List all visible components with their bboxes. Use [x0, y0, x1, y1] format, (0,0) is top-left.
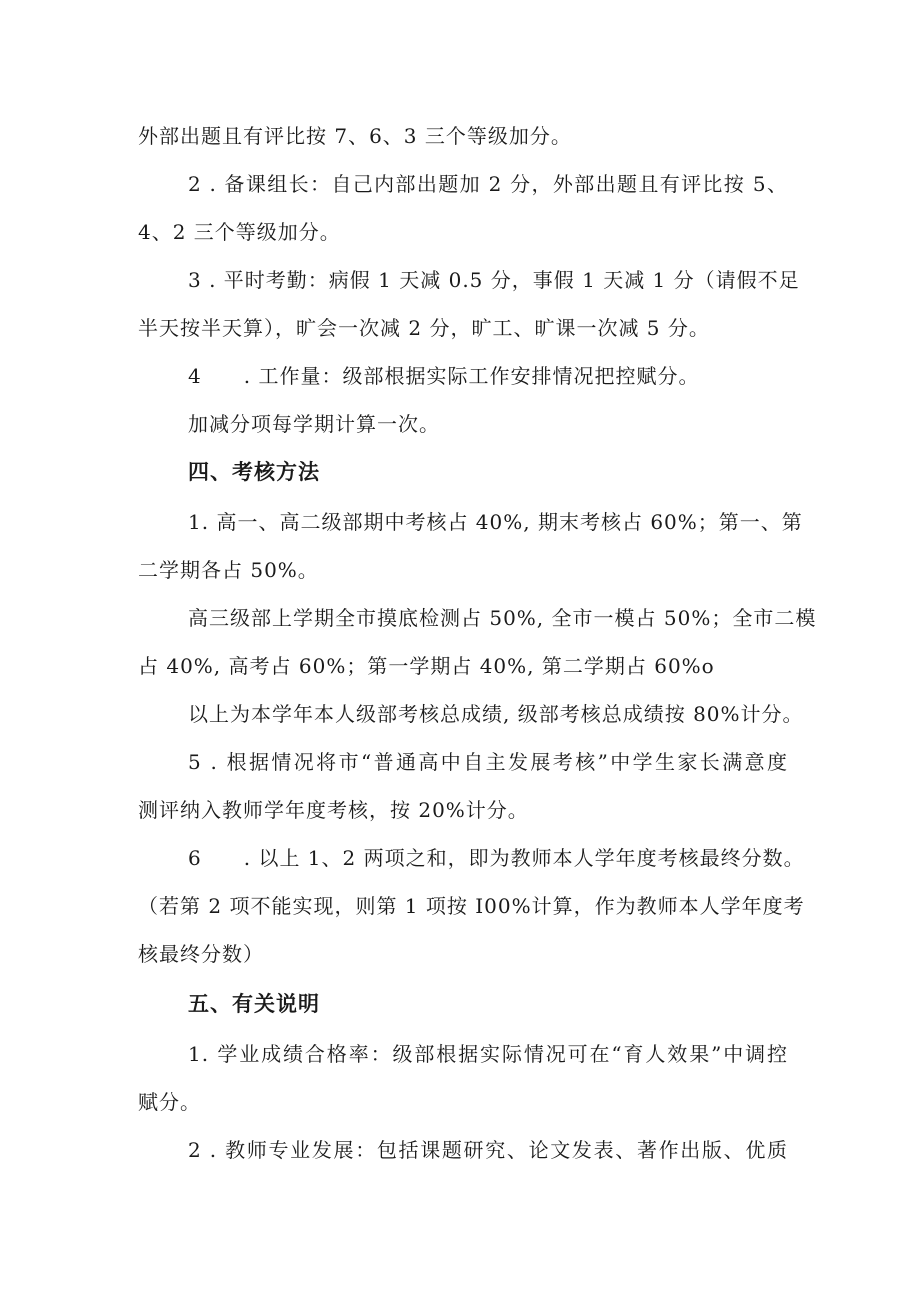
paragraph-line: （若第 2 项不能实现，则第 1 项按 I00%计算，作为教师本人学年度考 [138, 894, 805, 918]
paragraph-line: 3 . 平时考勤：病假 1 天减 0.5 分，事假 1 天减 1 分（请假不足 [188, 268, 800, 292]
paragraph-line: 1. 学业成绩合格率：级部根据实际情况可在“育人效果”中调控 [188, 1042, 788, 1066]
paragraph-line: 测评纳入教师学年度考核，按 20%计分。 [138, 798, 529, 822]
paragraph-line: 5 . 根据情况将市“普通高中自主发展考核”中学生家长满意度 [188, 750, 788, 774]
section-heading: 五、有关说明 [188, 992, 320, 1016]
paragraph-line: 占 40%, 高考占 60%；第一学期占 40%, 第二学期占 60%o [138, 654, 715, 678]
paragraph-line: 6 . 以上 1、2 两项之和，即为教师本人学年度考核最终分数。 [188, 846, 805, 870]
paragraph-line: 高三级部上学期全市摸底检测占 50%, 全市一模占 50%；全市二模 [188, 606, 817, 630]
paragraph-line: 核最终分数） [138, 942, 264, 966]
paragraph-line: 二学期各占 50%。 [138, 558, 319, 582]
paragraph-line: 2 . 教师专业发展：包括课题研究、论文发表、著作出版、优质 [188, 1138, 788, 1162]
paragraph-line: 以上为本学年本人级部考核总成绩, 级部考核总成绩按 80%计分。 [188, 702, 804, 726]
paragraph-line: 赋分。 [138, 1090, 201, 1114]
paragraph-line: 4 . 工作量：级部根据实际工作安排情况把控赋分。 [188, 364, 700, 388]
paragraph-line: 半天按半天算），旷会一次减 2 分，旷工、旷课一次减 5 分。 [138, 316, 710, 340]
paragraph-line: 4、2 三个等级加分。 [138, 220, 341, 244]
section-heading: 四、考核方法 [188, 460, 320, 484]
paragraph-line: 外部出题且有评比按 7、6、3 三个等级加分。 [138, 124, 572, 148]
paragraph-line: 2 . 备课组长：自己内部出题加 2 分，外部出题且有评比按 5、 [188, 172, 788, 196]
paragraph-line: 加减分项每学期计算一次。 [188, 412, 440, 436]
paragraph-line: 1. 高一、高二级部期中考核占 40%, 期末考核占 60%；第一、第 [188, 510, 803, 534]
